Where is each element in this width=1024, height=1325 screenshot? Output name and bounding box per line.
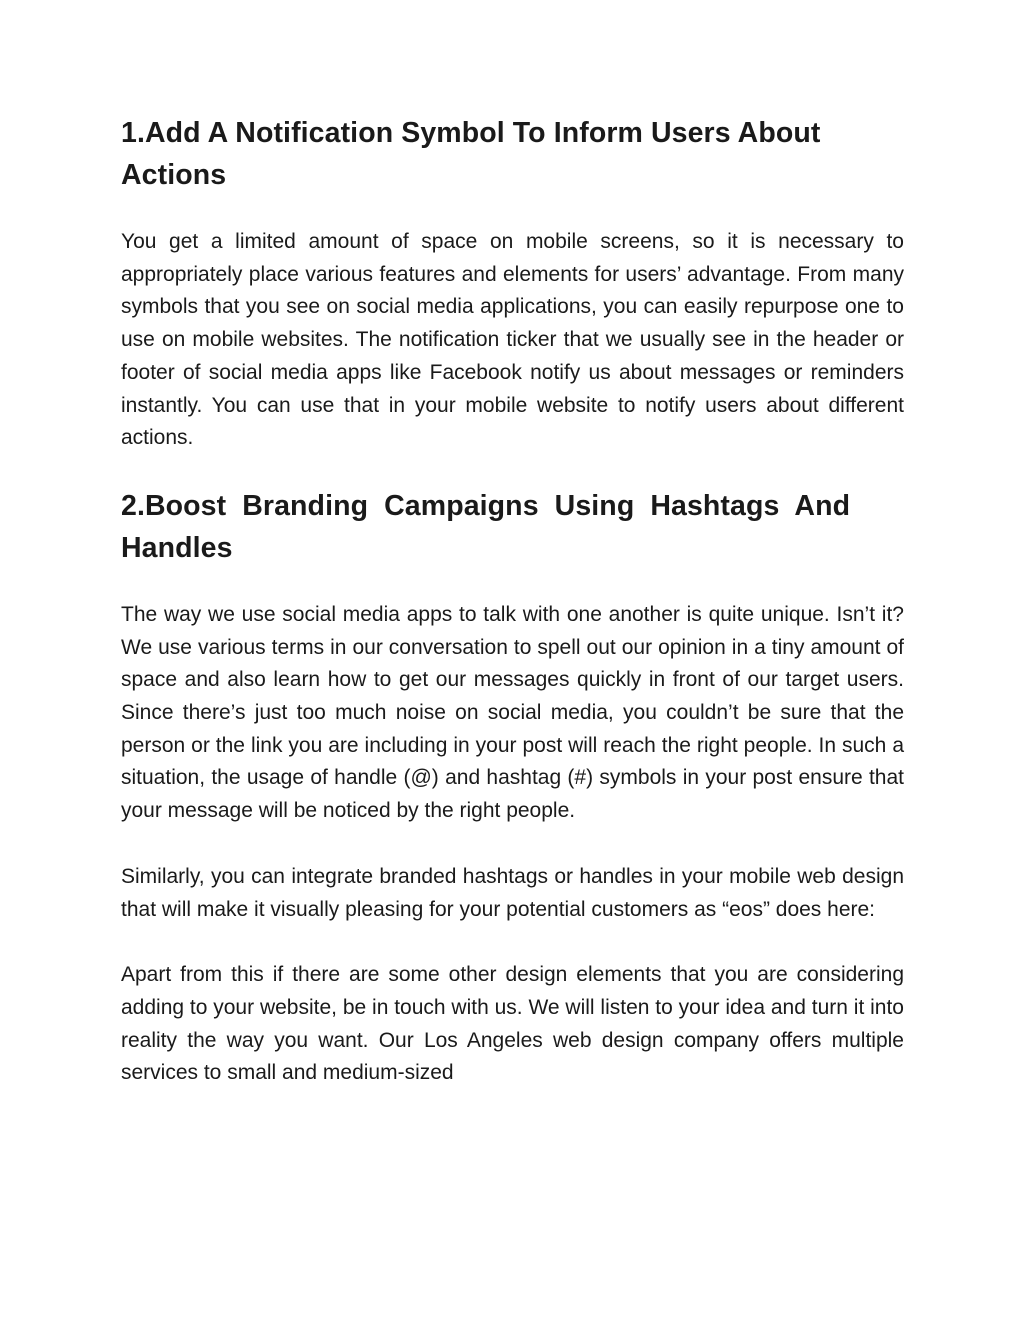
paragraph-notification-symbol: You get a limited amount of space on mobile screens, so it is necessary to appropriately place various features and elements for users’ advantage. From many symbols that you see on social media applications, you can easily repurpose one to use on mobile websites. The notification ticker that we usually see in the header or footer of social media apps like Facebook notify us about messages or reminders instantly. You can use that in your mobile website to notify users about different actions.	[121, 230, 904, 450]
section-heading-hashtags-handles: 2.Boost Branding Campaigns Using Hashtags And Handles	[121, 489, 851, 564]
paragraph-social-media-usage: The way we use social media apps to talk with one another is quite unique. Isn’t it? We use various terms in our conversation to spell out our opinion in a tiny amount of space and also learn how to get our messages quickly in front of our target users. Since there’s just too much noise on social media, you couldn’t be sure that the person or the link you are including in your post will reach the right people. In such a situation, the usage of handle (@) and hashtag (#) symbols in your post ensure that your message will be noticed by the right people.	[121, 602, 904, 823]
section-heading-notification-symbol: 1.Add A Notification Symbol To Inform Users About Actions	[121, 117, 821, 191]
document-page	[121, 112, 904, 1090]
paragraph-contact-us: Apart from this if there are some other design elements that you are considering adding to your website, be in touch with us. We will listen to your idea and turn it into reality the way you want. Our Los Angeles web design company offers multiple services to small and medium-sized	[121, 963, 904, 1085]
paragraph-branded-hashtags: Similarly, you can integrate branded hashtags or handles in your mobile web design that will make it visually pleasing for your potential customers as “eos” does here:	[121, 864, 904, 921]
